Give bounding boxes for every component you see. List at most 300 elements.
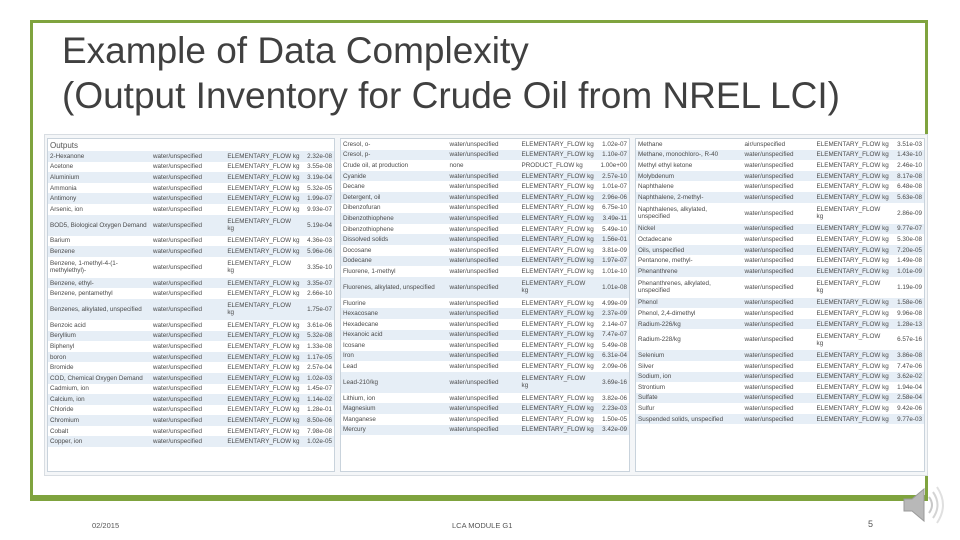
flow-type: ELEMENTARY_FLOW kg	[227, 195, 300, 203]
flow-amount: 3.55e-08	[300, 162, 334, 173]
flow-amount: 1.58e-06	[889, 298, 924, 309]
table-row	[636, 382, 924, 393]
flow-category: water/unspecified	[743, 350, 815, 361]
flow-type: ELEMENTARY_FLOW kg	[816, 235, 889, 243]
flow-name: Hexadecane	[341, 319, 448, 330]
flow-category: water/unspecified	[743, 393, 815, 404]
flow-type: ELEMENTARY_FLOW kg	[521, 140, 594, 148]
flow-name: Ammonia	[48, 183, 151, 194]
table-row	[48, 373, 334, 384]
flow-amount: 2.57e-10	[594, 171, 629, 182]
flow-category: water/unspecified	[151, 257, 225, 278]
flow-amount: 1.19e-09	[889, 277, 924, 298]
flow-category: water/unspecified	[743, 160, 815, 171]
flow-category: water/unspecified	[151, 384, 225, 395]
flow-category: water/unspecified	[151, 151, 225, 162]
flow-type: ELEMENTARY_FLOW kg	[227, 332, 300, 340]
flow-name: Docosane	[341, 245, 448, 256]
flow-name: 2-Hexanone	[48, 151, 151, 162]
slide-title	[62, 28, 912, 118]
flow-name: Fluorenes, alkylated, unspecified	[341, 277, 448, 298]
flow-type: ELEMENTARY_FLOW kg	[227, 163, 300, 171]
flow-name: Arsenic, ion	[48, 204, 151, 215]
table-row	[341, 298, 629, 309]
flow-amount: 7.47e-06	[889, 361, 924, 372]
flow-category: water/unspecified	[151, 426, 225, 437]
flow-category: air/unspecified	[743, 139, 815, 150]
flow-type: ELEMENTARY_FLOW kg	[227, 205, 300, 213]
flow-amount: 1.99e-07	[300, 193, 334, 204]
flow-name: Phenol, 2,4-dimethyl	[636, 308, 743, 319]
flow-type: ELEMENTARY_FLOW kg	[521, 426, 594, 434]
table-row	[636, 234, 924, 245]
flow-amount: 9.77e-07	[889, 224, 924, 235]
flow-type: ELEMENTARY_FLOW kg	[227, 173, 300, 181]
flow-category: water/unspecified	[448, 372, 520, 393]
table-row	[341, 181, 629, 192]
flow-name: Dibenzothiophene	[341, 224, 448, 235]
flow-category: water/unspecified	[151, 331, 225, 342]
flow-name: Radium-228/kg	[636, 329, 743, 350]
flow-amount: 6.31e-04	[594, 351, 629, 362]
flow-category: water/unspecified	[448, 171, 520, 182]
flow-name: BOD5, Biological Oxygen Demand	[48, 215, 151, 236]
table-row	[636, 181, 924, 192]
table-row	[48, 331, 334, 342]
flow-name: Pentanone, methyl-	[636, 255, 743, 266]
footer-accent-bar	[30, 498, 928, 501]
flow-name: Phenanthrenes, alkylated, unspecified	[636, 277, 743, 298]
flow-type: ELEMENTARY_FLOW kg	[227, 438, 300, 446]
flow-category: water/unspecified	[448, 298, 520, 309]
flow-amount: 3.49e-11	[594, 213, 629, 224]
flow-amount: 8.17e-08	[889, 171, 924, 182]
flow-category: water/unspecified	[151, 236, 225, 247]
flow-amount: 2.86e-09	[889, 203, 924, 224]
flow-type: ELEMENTARY_FLOW kg	[227, 321, 300, 329]
table-row	[341, 192, 629, 203]
flow-type: ELEMENTARY_FLOW kg	[521, 352, 594, 360]
table-row	[341, 403, 629, 414]
flow-type: ELEMENTARY_FLOW kg	[816, 405, 889, 413]
flow-amount: 1.01e-09	[889, 266, 924, 277]
table-row	[636, 150, 924, 161]
flow-amount: 4.99e-09	[594, 298, 629, 309]
table-row	[636, 414, 924, 425]
flow-type: ELEMENTARY_FLOW kg	[521, 331, 594, 339]
flow-category: water/unspecified	[743, 181, 815, 192]
flow-name: Beryllium	[48, 331, 151, 342]
flow-category: water/unspecified	[448, 351, 520, 362]
table-row	[341, 160, 629, 171]
flow-type: ELEMENTARY_FLOW kg	[521, 236, 594, 244]
table-row	[341, 414, 629, 425]
flow-category: water/unspecified	[743, 298, 815, 309]
table-row	[48, 257, 334, 278]
flow-type: ELEMENTARY_FLOW kg	[227, 342, 300, 350]
flow-amount: 6.75e-10	[594, 203, 629, 214]
flow-category: water/unspecified	[448, 361, 520, 372]
flow-type: ELEMENTARY_FLOW kg	[816, 383, 889, 391]
flow-category: water/unspecified	[151, 341, 225, 352]
table-row	[636, 192, 924, 203]
flow-amount: 1.28e-13	[889, 319, 924, 330]
flow-name: Methane, monochloro-, R-40	[636, 150, 743, 161]
flow-amount: 6.48e-08	[889, 181, 924, 192]
table-row	[341, 245, 629, 256]
flow-name: Molybdenum	[636, 171, 743, 182]
flow-type: ELEMENTARY_FLOW kg	[816, 415, 889, 423]
flow-amount: 9.42e-06	[889, 403, 924, 414]
slide-title-line-2: (Output Inventory for Crude Oil from NREL LCI)	[62, 75, 840, 116]
flow-category: water/unspecified	[151, 436, 225, 447]
flow-name: Dissolved solids	[341, 234, 448, 245]
flow-category: water/unspecified	[448, 425, 520, 436]
flow-type: ELEMENTARY_FLOW kg	[521, 405, 594, 413]
table-row	[636, 245, 924, 256]
flow-name: Suspended solids, unspecified	[636, 414, 743, 425]
flow-amount: 3.69e-16	[594, 372, 629, 393]
table-row	[636, 350, 924, 361]
flow-category: water/unspecified	[448, 414, 520, 425]
flow-category: water/unspecified	[743, 234, 815, 245]
flow-type: ELEMENTARY_FLOW kg	[816, 257, 889, 265]
flow-type: ELEMENTARY_FLOW kg	[521, 183, 594, 191]
flow-amount: 3.35e-10	[300, 257, 334, 278]
flow-amount: 1.50e-05	[594, 414, 629, 425]
flow-category: water/unspecified	[743, 150, 815, 161]
audio-speaker-icon[interactable]	[898, 482, 948, 528]
flow-type: ELEMENTARY_FLOW kg	[521, 394, 594, 402]
flow-name: Sulfur	[636, 403, 743, 414]
flow-name: Barium	[48, 236, 151, 247]
flow-type: ELEMENTARY_FLOW kg	[227, 374, 300, 382]
flow-type: ELEMENTARY_FLOW kg	[816, 394, 889, 402]
flow-type: ELEMENTARY_FLOW kg	[521, 415, 594, 423]
table-row	[48, 436, 334, 447]
flow-category: water/unspecified	[151, 352, 225, 363]
flow-type: ELEMENTARY_FLOW kg	[521, 204, 594, 212]
flow-category: water/unspecified	[743, 266, 815, 277]
flow-amount: 2.37e-09	[594, 308, 629, 319]
flow-category: water/unspecified	[448, 277, 520, 298]
flow-category: water/unspecified	[448, 203, 520, 214]
flow-amount: 1.56e-01	[594, 234, 629, 245]
flow-name: Copper, ion	[48, 436, 151, 447]
flow-amount: 5.49e-10	[594, 224, 629, 235]
table-row	[636, 266, 924, 277]
flow-name: Chloride	[48, 405, 151, 416]
flow-type: ELEMENTARY_FLOW kg	[521, 320, 594, 328]
table-row	[48, 162, 334, 173]
flow-category: water/unspecified	[743, 361, 815, 372]
flow-category: water/unspecified	[151, 299, 225, 320]
flow-name: boron	[48, 352, 151, 363]
flow-type: ELEMENTARY_FLOW kg	[227, 152, 300, 160]
flow-category: water/unspecified	[151, 278, 225, 289]
flow-category: water/unspecified	[743, 277, 815, 298]
flow-type: ELEMENTARY_FLOW kg	[816, 225, 889, 233]
flow-amount: 2.46e-10	[889, 160, 924, 171]
table-row	[48, 405, 334, 416]
flow-type: ELEMENTARY_FLOW kg	[816, 299, 889, 307]
flow-category: water/unspecified	[743, 403, 815, 414]
flow-amount: 2.96e-06	[594, 192, 629, 203]
flow-name: Dodecane	[341, 256, 448, 267]
table-row	[48, 193, 334, 204]
flow-amount: 3.86e-08	[889, 350, 924, 361]
flow-category: water/unspecified	[743, 203, 815, 224]
flow-amount: 2.32e-08	[300, 151, 334, 162]
table-row	[48, 172, 334, 183]
table-row	[636, 298, 924, 309]
table-row	[341, 425, 629, 436]
flow-name: Cyanide	[341, 171, 448, 182]
flow-amount: 1.28e-01	[300, 405, 334, 416]
flow-name: COD, Chemical Oxygen Demand	[48, 373, 151, 384]
flow-type: ELEMENTARY_FLOW kg	[815, 329, 890, 350]
table-row	[636, 171, 924, 182]
inventory-column-3	[635, 138, 925, 472]
flow-type: ELEMENTARY_FLOW kg	[816, 172, 889, 180]
flow-amount: 3.35e-07	[300, 278, 334, 289]
flow-amount: 2.57e-04	[300, 362, 334, 373]
flow-amount: 1.43e-10	[889, 150, 924, 161]
flow-amount: 5.32e-08	[300, 331, 334, 342]
table-row	[48, 299, 334, 320]
flow-name: Naphthalene	[636, 181, 743, 192]
flow-type: ELEMENTARY_FLOW kg	[816, 246, 889, 254]
flow-category: water/unspecified	[743, 224, 815, 235]
flow-type: ELEMENTARY_FLOW kg	[227, 353, 300, 361]
flow-amount: 1.10e-07	[594, 150, 629, 161]
table-row	[341, 361, 629, 372]
flow-amount: 1.97e-07	[594, 256, 629, 267]
flow-name: Strontium	[636, 382, 743, 393]
flow-name: Dibenzofuran	[341, 203, 448, 214]
table-row	[48, 246, 334, 257]
flow-category: none	[448, 160, 520, 171]
flow-name: Phenol	[636, 298, 743, 309]
flow-amount: 1.02e-05	[300, 436, 334, 447]
flow-name: Cresol, p-	[341, 150, 448, 161]
inventory-table-1	[48, 139, 334, 447]
inventory-column-1	[47, 138, 335, 472]
flow-type: ELEMENTARY_FLOW kg	[521, 225, 594, 233]
flow-category: water/unspecified	[151, 193, 225, 204]
flow-amount: 1.01e-07	[594, 181, 629, 192]
slide-number: 5	[868, 519, 874, 529]
flow-amount: 5.63e-08	[889, 192, 924, 203]
flow-type: ELEMENTARY_FLOW kg	[520, 372, 595, 393]
table-row	[341, 308, 629, 319]
flow-type: ELEMENTARY_FLOW kg	[816, 193, 889, 201]
table-row	[48, 362, 334, 373]
flow-name: Naphthalenes, alkylated, unspecified	[636, 203, 743, 224]
flow-type: ELEMENTARY_FLOW kg	[225, 215, 299, 236]
flow-category: water/unspecified	[151, 394, 225, 405]
flow-name: Nickel	[636, 224, 743, 235]
flow-type: ELEMENTARY_FLOW kg	[815, 277, 890, 298]
flow-type: ELEMENTARY_FLOW kg	[816, 267, 889, 275]
flow-amount: 9.93e-07	[300, 204, 334, 215]
table-row	[341, 277, 629, 298]
flow-name: Sodium, ion	[636, 372, 743, 383]
table-row	[341, 234, 629, 245]
flow-category: water/unspecified	[448, 319, 520, 330]
flow-type: PRODUCT_FLOW kg	[520, 160, 595, 171]
inventory-column-2	[340, 138, 630, 472]
flow-name: Icosane	[341, 340, 448, 351]
footer-title: LCA MODULE G1	[452, 521, 513, 530]
footer-date: 02/2015	[92, 521, 120, 530]
flow-type: ELEMENTARY_FLOW kg	[816, 140, 889, 148]
flow-category: water/unspecified	[743, 382, 815, 393]
table-row	[48, 415, 334, 426]
flow-name: Sulfate	[636, 393, 743, 404]
flow-category: water/unspecified	[743, 372, 815, 383]
flow-type: ELEMENTARY_FLOW kg	[521, 151, 594, 159]
flow-type: ELEMENTARY_FLOW kg	[521, 267, 594, 275]
flow-amount: 5.96e-06	[300, 246, 334, 257]
flow-category: water/unspecified	[743, 319, 815, 330]
flow-category: water/unspecified	[448, 266, 520, 277]
flow-category: water/unspecified	[151, 405, 225, 416]
table-row	[48, 426, 334, 437]
flow-type: ELEMENTARY_FLOW kg	[521, 193, 594, 201]
table-row	[636, 203, 924, 224]
flow-type: ELEMENTARY_FLOW kg	[227, 184, 300, 192]
slide-title-line-1: Example of Data Complexity	[62, 30, 529, 71]
flow-name: Silver	[636, 361, 743, 372]
flow-amount: 9.96e-08	[889, 308, 924, 319]
flow-type: ELEMENTARY_FLOW kg	[815, 203, 890, 224]
flow-amount: 3.61e-06	[300, 320, 334, 331]
flow-name: Methane	[636, 139, 743, 150]
flow-type: ELEMENTARY_FLOW kg	[521, 310, 594, 318]
flow-amount: 1.33e-08	[300, 341, 334, 352]
table-row	[48, 384, 334, 395]
table-row	[48, 320, 334, 331]
flow-name: Hexanoic acid	[341, 330, 448, 341]
flow-amount: 4.36e-03	[300, 236, 334, 247]
flow-category: water/unspecified	[743, 171, 815, 182]
flow-category: water/unspecified	[151, 246, 225, 257]
flow-amount: 5.30e-08	[889, 234, 924, 245]
table-row	[48, 183, 334, 194]
table-row	[341, 203, 629, 214]
flow-amount: 7.20e-05	[889, 245, 924, 256]
flow-category: water/unspecified	[448, 181, 520, 192]
flow-name: Chromium	[48, 415, 151, 426]
flow-type: ELEMENTARY_FLOW kg	[227, 290, 300, 298]
flow-category: water/unspecified	[448, 213, 520, 224]
flow-amount: 3.62e-02	[889, 372, 924, 383]
flow-name: Acetone	[48, 162, 151, 173]
outputs-header: Outputs	[48, 139, 334, 151]
flow-name: Benzene, 1-methyl-4-(1-methylethyl)-	[48, 257, 151, 278]
flow-name: Bromide	[48, 362, 151, 373]
flow-category: water/unspecified	[448, 308, 520, 319]
flow-amount: 5.49e-08	[594, 340, 629, 351]
flow-type: ELEMENTARY_FLOW kg	[227, 237, 300, 245]
flow-name: Radium-226/kg	[636, 319, 743, 330]
flow-amount: 1.45e-07	[300, 384, 334, 395]
inventory-table-3	[636, 139, 924, 424]
flow-type: ELEMENTARY_FLOW kg	[227, 385, 300, 393]
flow-name: Manganese	[341, 414, 448, 425]
inventory-table-2	[341, 139, 629, 435]
flow-category: water/unspecified	[151, 373, 225, 384]
table-row	[636, 329, 924, 350]
flow-type: ELEMENTARY_FLOW kg	[521, 246, 594, 254]
flow-type: ELEMENTARY_FLOW kg	[227, 427, 300, 435]
table-header-row	[48, 139, 334, 151]
flow-type: ELEMENTARY_FLOW kg	[816, 183, 889, 191]
flow-name: Cobalt	[48, 426, 151, 437]
flow-name: Phenanthrene	[636, 266, 743, 277]
flow-amount: 3.81e-09	[594, 245, 629, 256]
flow-type: ELEMENTARY_FLOW kg	[227, 417, 300, 425]
table-row	[341, 319, 629, 330]
flow-amount: 2.14e-07	[594, 319, 629, 330]
flow-category: water/unspecified	[151, 172, 225, 183]
flow-category: water/unspecified	[448, 330, 520, 341]
flow-name: Oils, unspecified	[636, 245, 743, 256]
flow-type: ELEMENTARY_FLOW kg	[521, 363, 594, 371]
flow-name: Crude oil, at production	[341, 160, 448, 171]
flow-category: water/unspecified	[743, 308, 815, 319]
flow-amount: 7.98e-08	[300, 426, 334, 437]
flow-amount: 2.58e-04	[889, 393, 924, 404]
flow-name: Selenium	[636, 350, 743, 361]
flow-amount: 5.19e-04	[300, 215, 334, 236]
table-row	[48, 278, 334, 289]
flow-name: Naphthalene, 2-methyl-	[636, 192, 743, 203]
flow-name: Decane	[341, 181, 448, 192]
table-row	[341, 213, 629, 224]
table-row	[341, 266, 629, 277]
flow-name: Iron	[341, 351, 448, 362]
flow-type: ELEMENTARY_FLOW kg	[521, 214, 594, 222]
flow-name: Benzoic acid	[48, 320, 151, 331]
table-row	[341, 256, 629, 267]
table-row	[341, 139, 629, 150]
flow-category: water/unspecified	[151, 215, 225, 236]
flow-category: water/unspecified	[743, 329, 815, 350]
flow-type: ELEMENTARY_FLOW kg	[227, 364, 300, 372]
table-row	[636, 393, 924, 404]
flow-name: Lead-210/kg	[341, 372, 448, 393]
flow-category: water/unspecified	[151, 288, 225, 299]
flow-name: Fluorine	[341, 298, 448, 309]
flow-amount: 6.57e-16	[889, 329, 924, 350]
flow-name: Antimony	[48, 193, 151, 204]
flow-name: Aluminium	[48, 172, 151, 183]
flow-name: Benzene, ethyl-	[48, 278, 151, 289]
table-row	[636, 139, 924, 150]
table-row	[636, 403, 924, 414]
table-row	[48, 204, 334, 215]
table-row	[636, 372, 924, 383]
flow-name: Mercury	[341, 425, 448, 436]
flow-name: Octadecane	[636, 234, 743, 245]
table-row	[48, 288, 334, 299]
flow-category: water/unspecified	[151, 183, 225, 194]
flow-type: ELEMENTARY_FLOW kg	[816, 362, 889, 370]
flow-name: Cadmium, ion	[48, 384, 151, 395]
flow-name: Calcium, ion	[48, 394, 151, 405]
